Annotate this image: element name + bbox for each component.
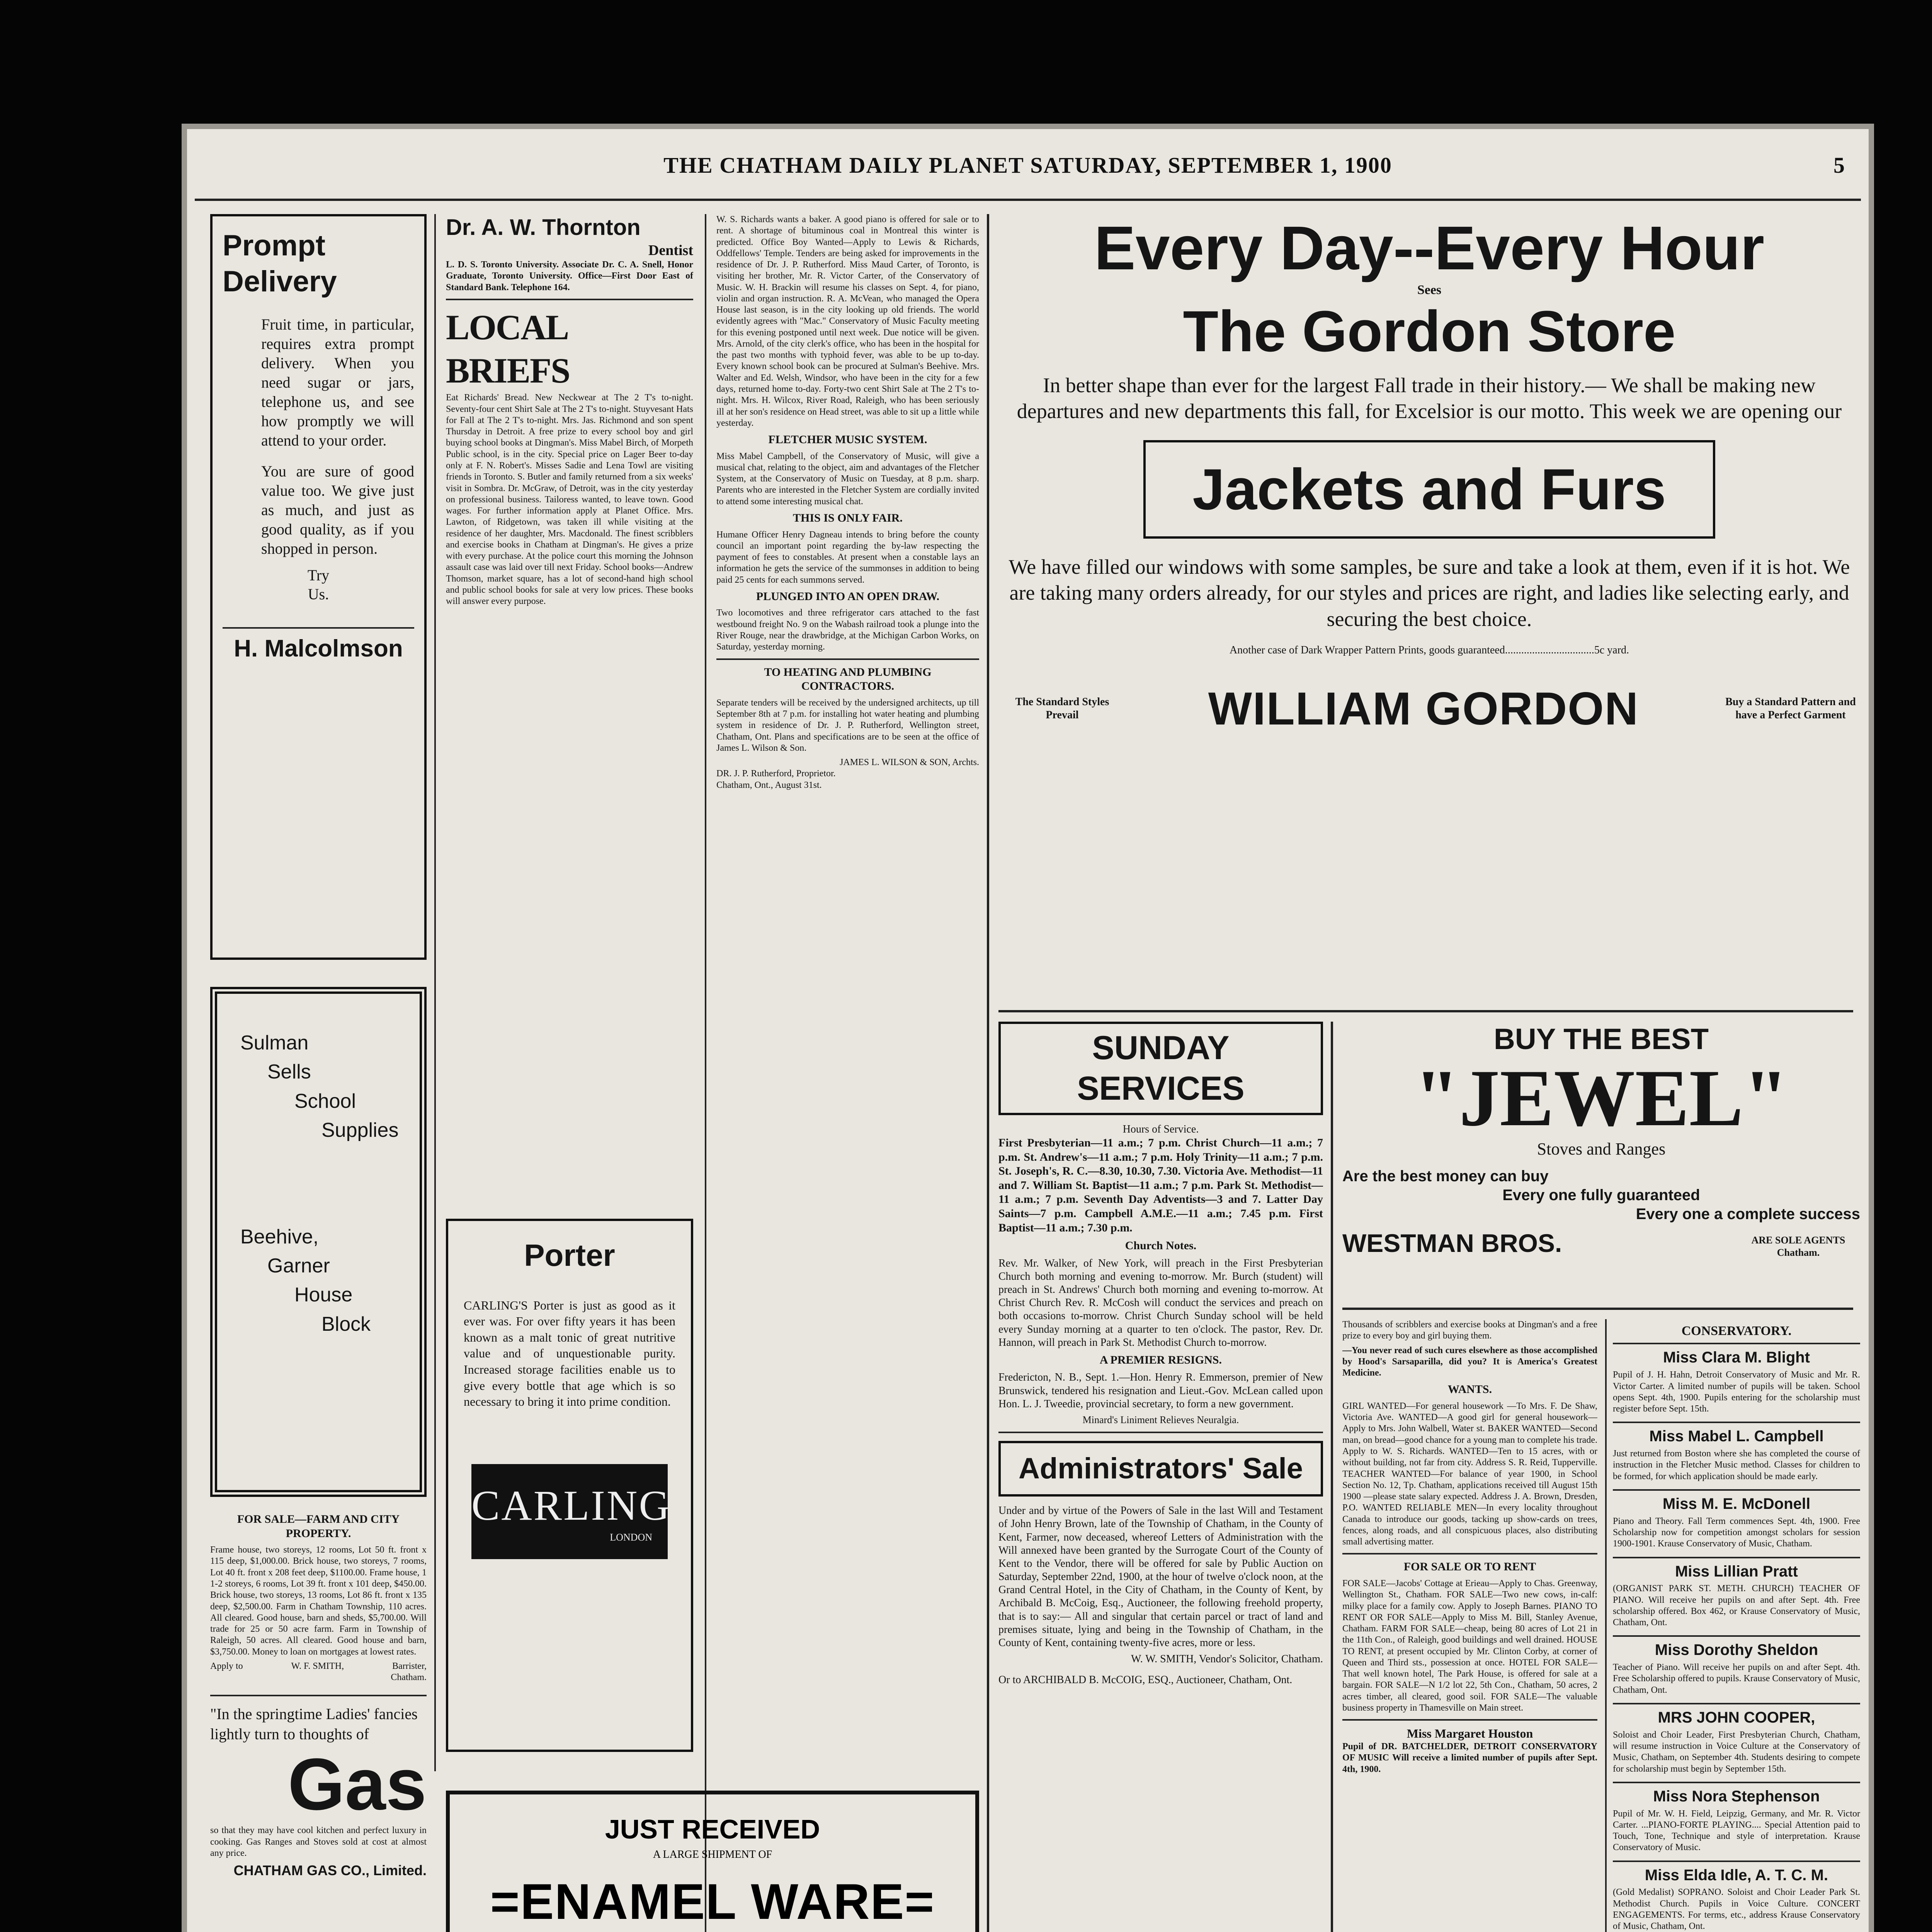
gordon-prints: Another case of Dark Wrapper Pattern Prints, goods guaranteed.................................5c yard.: [1229, 644, 1629, 656]
enamel-title: =ENAMEL WARE=: [490, 1873, 935, 1930]
conservatory-entry-body: (Gold Medalist) SOPRANO. Soloist and Choir Leader Park St. Methodist Church. Pupils in Voice Culture. CONCERT ENGAGEMENTS. For terms, etc., address Krause Conservatory of Music, Chatham, Ont.: [1613, 1887, 1860, 1932]
jackets-title: Jackets and Furs: [1192, 456, 1666, 522]
conservatory-entry-name: MRS JOHN COOPER,: [1658, 1709, 1815, 1726]
sulman-line-3: School: [294, 1090, 356, 1112]
dentist-role: Dentist: [648, 242, 693, 259]
sulman-line-4: Supplies: [321, 1119, 399, 1142]
conservatory-entry-name: Miss M. E. McDonell: [1662, 1495, 1811, 1512]
gordon-right-tag: Buy a Standard Pattern and have a Perfect Garment: [1725, 696, 1856, 721]
prompt-title: Prompt: [223, 229, 325, 262]
porter-title: Porter: [524, 1238, 615, 1272]
page-number: 5: [1833, 153, 1845, 178]
dentist-body: L. D. S. Toronto University. Associate Dr. C. A. Snell, Honor Graduate, Toronto University. Office—First Door East of Standard Bank. Telephone 164.: [446, 260, 693, 293]
prompt-body: Fruit time, in particular, requires extra prompt delivery. When you need sugar or jars, telephone us, and see how promptly we will attend to your order.: [261, 316, 414, 449]
tenders-sign: JAMES L. WILSON & SON, Archts.: [840, 757, 979, 768]
conservatory-entry-body: Pupil of J. H. Hahn, Detroit Conservatory of Music and Mr. R. Victor Carter. A limited number of pupils will be taken. School opens Sept. 4th, 1900. Pupils entering for the scholarship must register before Sept. 15th.: [1613, 1370, 1860, 1414]
porter-body: CARLING'S Porter is just as good as it ever was. For over fifty years it has been known as a malt tonic of great nutritive value and of unquestionable purity. Increased storage facilities enable us to give every bottle that age which is so necessary to bring it into prime condition.: [464, 1298, 675, 1409]
gordon-store-name: The Gordon Store: [1183, 299, 1676, 364]
conservatory-entry-body: Piano and Theory. Fall Term commences Sept. 4th, 1900. Free Scholarship now for competition amongst scholars for session 1900-1901. Krause Conservatory of Music, Chatham.: [1613, 1516, 1860, 1549]
sunday-notes: Rev. Mr. Walker, of New York, will preach in the First Presbyterian Church both morning and evening to-morrow. Mr. Burch (student) will preach in St. Andrews' Church both morning and evening to-morrow. At Christ Church Rev. R. McCosh will conduct the services and preach on both occasions to-morrow. Christ Church Sunday school will be held every Sunday morning at a quarter to ten o'clock. The pastor, Rev. Dr. Hannon, will preach in Park St. Methodist Church to-morrow.: [998, 1257, 1323, 1349]
dentist-name: Dr. A. W. Thornton: [446, 215, 641, 240]
masthead-rule: [195, 199, 1861, 201]
masthead-title: THE CHATHAM DAILY PLANET SATURDAY, SEPTEMBER 1, 1900: [663, 153, 1392, 178]
jewel-sub: Stoves and Ranges: [1537, 1139, 1666, 1158]
carling-brand: CARLING: [471, 1481, 671, 1529]
tenders-date: Chatham, Ont., August 31st.: [716, 780, 822, 790]
admin-sign: W. W. SMITH, Vendor's Solicitor, Chatham.: [1131, 1653, 1323, 1665]
forsale-apply: Apply to: [210, 1661, 243, 1671]
wants-ads: GIRL WANTED—For general housework —To Mrs. F. De Shaw, Victoria Ave. WANTED—A good girl for general housework—Apply to Mrs. John Walbell, Water st. BAKER WANTED—Second man, on bread—good chance for a young man to complete his trade. Apply to W. S. Richards. WANTED—Ten to 15 acres, with or without building, not far from city. Address S. R. Reid, Tupperville. TEACHER WANTED—For balance of year 1900, in School Section No. 12, Tp. Chatham, applications received till August 15th 1900 —please state salary expected. Address J. A. Brown, Dresden, P.O. WANTED RELIABLE MEN—In every locality throughout Canada to introduce our goods, tacking up show-cards on trees, fences, along roads, and all conspicuous places, also distributing small advertising matter.: [1342, 1401, 1597, 1547]
fletcher-body: Miss Mabel Campbell, of the Conservatory of Music, will give a musical chat, relating to the object, aim and advantages of the Fletcher System, at the Conservatory of Music on Tuesday, at 8 p.m. sharp. Parents who are interested in the Fletcher System are cordially invited to attend some interesting musical chat.: [716, 451, 979, 507]
enamel-ware-ad: [446, 1791, 979, 1932]
conservatory-entry: [1613, 1557, 1860, 1636]
jewel-buy: BUY THE BEST: [1493, 1023, 1709, 1056]
enamel-just: JUST RECEIVED: [605, 1814, 820, 1844]
tenders-body: Separate tenders will be received by the undersigned architects, up till September 8th at 7 p.m. for installing hot water heating and plumbing system in residence of Dr. J. P. Rutherford, Wellington street, Chatham, Ont. Plans and specifications are to be seen at the office of James L. Wilson & Son.: [716, 697, 979, 753]
conservatory-entry-body: Teacher of Piano. Will receive her pupils on and after Sept. 4th. Free Scholarship offered to pupils. Krause Conservatory of Music, Chatham, Ont.: [1613, 1662, 1860, 1695]
wants-title: WANTS.: [1447, 1383, 1492, 1396]
conservatory-column: [1613, 1319, 1860, 1932]
sunday-hours: Hours of Service.: [1122, 1123, 1199, 1135]
resign-body: Fredericton, N. B., Sept. 1.—Hon. Henry R. Emmerson, premier of New Brunswick, tendered his resignation and Lieut.-Gov. McLean called upon Hon. L. J. Tweedie, provincial secretary, to form a new government.: [998, 1371, 1323, 1410]
classified-intro: Thousands of scribblers and exercise books at Dingman's and a free prize to every boy and girl buying them.: [1342, 1320, 1597, 1341]
conservatory-list: [1613, 1343, 1860, 1932]
jewel-line-2: Every one fully guaranteed: [1502, 1187, 1700, 1204]
fletcher-title: FLETCHER MUSIC SYSTEM.: [768, 433, 927, 446]
jewel-line-1: Are the best money can buy: [1342, 1168, 1549, 1185]
sulman-line-7: House: [294, 1284, 353, 1306]
forrent-ads: FOR SALE—Jacobs' Cottage at Erieau—Apply to Chas. Greenway, Wellington St., Chatham. FOR SALE—Two new cows, in-calf: milky place for a family cow. Apply to Joseph Barnes. PIANO TO RENT OR FOR SALE—Apply to Miss M. Bill, Stanley Avenue, Chatham. FARM FOR SALE—cheap, being 80 acres of Lot 21 in the 11th Con., of Raleigh, good buildings and well drained. HOUSE TO RENT, at present occupied by Mr. Clinton Corby, at corner of Queen and Third sts., possession at once. HOTEL FOR SALE—That well known hotel, The Park House, is offered for sale at a bargain. FOR SALE—N 1/2 lot 22, 5th Con., Chatham, 50 acres, 2 acres timber, all cleared, good soil. FOR SALE—The valuable business property in Thamesville on Main street.: [1342, 1578, 1597, 1713]
sunday-title-box: [998, 1022, 1323, 1115]
malcolmson-signature: H. Malcolmson: [234, 635, 403, 662]
conservatory-entry-name: Miss Clara M. Blight: [1663, 1349, 1810, 1366]
conservatory-entry-body: (ORGANIST PARK ST. METH. CHURCH) TEACHER OF PIANO. Will receive her pupils on and after Sept. 4th. Free scholarship offered. Box 462, or Krause Conservatory of Music, Chatham, Ont.: [1613, 1583, 1860, 1628]
conservatory-entry: [1613, 1343, 1860, 1422]
admin-auctioneer: Or to ARCHIBALD B. McCOIG, ESQ., Auctioneer, Chatham, Ont.: [998, 1674, 1293, 1686]
carling-logo: [471, 1464, 671, 1559]
jackets-box: [1143, 440, 1715, 539]
gordon-left-tag: The Standard Styles Prevail: [1015, 696, 1109, 721]
enamel-large: A LARGE SHIPMENT OF: [653, 1849, 772, 1861]
us-text: Us.: [308, 585, 329, 603]
local-briefs-title: LOCAL BRIEFS: [446, 307, 570, 391]
gordon-sees: Sees: [1417, 283, 1442, 297]
forsale-city: Chatham.: [391, 1672, 427, 1683]
sunday-title: SUNDAY SERVICES: [1077, 1029, 1245, 1107]
conservatory-entry: [1613, 1703, 1860, 1782]
conservatory-entry-name: Miss Nora Stephenson: [1653, 1787, 1820, 1805]
conservatory-entry-body: Pupil of Mr. W. H. Field, Leipzig, Germany, and Mr. R. Victor Carter. ...PIANO-FORTE PLAYING.... Special Attention paid to Touch, Tone, Technique and style of interpretation. Krause Conservatory of Music.: [1613, 1808, 1860, 1853]
forsale-name: W. F. SMITH,: [291, 1661, 344, 1671]
conservatory-entry-body: Soloist and Choir Leader, First Presbyterian Church, Chatham, will resume instruction in Voice Culture at the Conservatory of Music, Chatham, on September 4th. Students desiring to compete for scholarship must begin by September 15th.: [1613, 1730, 1860, 1774]
conservatory-entry-name: Miss Dorothy Sheldon: [1655, 1641, 1818, 1659]
delivery-title: Delivery: [223, 265, 337, 298]
gas-company: CHATHAM GAS CO., Limited.: [233, 1862, 427, 1879]
tenders-title: TO HEATING AND PLUMBING CONTRACTORS.: [764, 665, 932, 693]
conservatory-entry-name: Miss Mabel L. Campbell: [1649, 1428, 1824, 1445]
gordon-body: We have filled our windows with some samples, be sure and take a look at them, even if it is hot. We are taking many orders already, for our styles and prices are right, and ladies like selecting early, and securing the best choice.: [1009, 555, 1850, 631]
masthead: [187, 152, 1869, 195]
conservatory-entry-name: Miss Elda Idle, A. T. C. M.: [1645, 1866, 1828, 1884]
conservatory-entry-body: Just returned from Boston where she has completed the course of instruction in the Fletcher Music method. Classes for children to be formed, for which application should be made early.: [1613, 1449, 1860, 1481]
conservatory-entry-name: Miss Lillian Pratt: [1675, 1563, 1798, 1580]
conservatory-entry: [1613, 1489, 1860, 1557]
plunged-body: Two locomotives and three refrigerator cars attached to the fast westbound freight No. 9 on the Wabash railroad took a plunge into the River Rouge, near the drawbridge, at the Michigan Carbon Works, on Saturday, yesterday morning.: [716, 608, 979, 652]
conservatory-entry: [1613, 1422, 1860, 1489]
houston-name: Miss Margaret Houston: [1406, 1726, 1533, 1741]
col3-briefs: W. S. Richards wants a baker. A good piano is offered for sale or to rent. A shortage of bituminous coal in Montreal this winter is predicted. Office Boy Wanted—Apply to Lewis & Richards, Oddfellows' Temple. Tenders are being asked for improvements in the residence of Dr. J. P. Rutherford. Miss Maud Carter, of Toronto, is visiting her brother, Mr. R. Victor Carter, of the Conservatory of Music. W. H. Brackin will resume his classes on Sept. 4, for piano, violin and organ instruction. R. A. McVean, who managed the Opera House last season, is in the city looking up old friends. The world evidently agrees with "Mac." Conservatory of Music Faculty meeting for this evening postponed until next week. Due notice will be given. Mrs. Arnold, of the city clerk's office, who has been in the hospital for the past two months with typhoid fever, was able to be up to-day. Every known school book can be procured at Sulman's Beehive. Mrs. Walter and Ed. Welsh, Windsor, who have been in the city for a few days, returned home to-day. Forty-two cent Shirt Sale at The 2 T's to-night. Mrs. H. Wilcox, River Road, Raleigh, who has been seriously ill at her son's residence on Head street, was able to sit up a little while yesterday.: [716, 214, 979, 428]
sulman-line-8: Block: [321, 1313, 371, 1335]
admin-title: Administrators' Sale: [1018, 1452, 1303, 1485]
jewel-agent: WESTMAN BROS.: [1342, 1228, 1562, 1257]
sunday-notes-title: Church Notes.: [1125, 1239, 1197, 1252]
admin-title-box: [998, 1441, 1323, 1497]
plunged-title: PLUNGED INTO AN OPEN DRAW.: [756, 590, 940, 603]
conservatory-entry: [1613, 1782, 1860, 1861]
forsale-title-2: Barrister,: [392, 1661, 427, 1671]
resign-title: A PREMIER RESIGNS.: [1100, 1353, 1222, 1366]
sunday-column: [998, 1022, 1323, 1932]
fair-title: THIS IS ONLY FAIR.: [793, 511, 903, 524]
newspaper-page: [182, 124, 1874, 1932]
sulman-line-1: Sulman: [240, 1032, 309, 1054]
jewel-name: "JEWEL": [1414, 1053, 1789, 1143]
local-briefs-body: Eat Richards' Bread. New Neckwear at The 2 T's to-night. Seventy-four cent Shirt Sale at The 2 T's to-night. Stuyvesant Hats for Fall at The 2 T's to-night. Mrs. Jas. Richmond and son spent Thursday in Detroit. A free prize to every school boy and girl buying school books at Dingman's. Miss Mabel Birch, of Morpeth Public school, is in the city. Special price on Lager Beer to-day only at F. N. Robert's. Misses Sadie and Lena Towl are visiting friends in Toronto. S. Butler and family returned from a six weeks' visit in Sombra. Dr. McGraw, of Detroit, was in the city yesterday on professional business. Tailoress wanted, to leave town. Good wages. For further information apply at Planet Office. Mrs. Lawton, of Ridgetown, was taken ill while visiting at the residence of her daughter, Mrs. Macdonald. The finest scribblers and exercise books in Chatham at Dingman's. He gives a prize with every purchase. At the police court this morning the Johnson assault case was laid over till next Friday. School books—Andrew Thomson, market square, has a lot of second-hand high school and public school books for sale at very low prices. These books will answer every purpose.: [446, 393, 693, 607]
try-text: Try: [307, 566, 330, 584]
classifieds-column: [1342, 1319, 1597, 1932]
gordon-name: WILLIAM GORDON: [1208, 682, 1639, 735]
forrent-title: FOR SALE OR TO RENT: [1403, 1560, 1536, 1573]
tenders-client: DR. J. P. Rutherford, Proprietor.: [716, 769, 836, 779]
malcolmson-ad: [210, 214, 427, 960]
conservatory-entry: [1613, 1635, 1860, 1703]
jewel-ad: [1342, 1022, 1860, 1300]
liniment-text: Minard's Liniment Relieves Neuralgia.: [1082, 1414, 1239, 1425]
fair-body: Humane Officer Henry Dagneau intends to bring before the county council an important point regarding the by-law respecting the payment of fees to constables. At present when a constable lays an information he gets the service of the summonses in addition to being paid 25 cents for each summons served.: [716, 529, 979, 585]
gas-intro: "In the springtime Ladies' fancies lightly turn to thoughts of: [210, 1705, 418, 1743]
forsale-title: FOR SALE—FARM AND CITY PROPERTY.: [237, 1513, 400, 1540]
admin-body: Under and by virtue of the Powers of Sale in the last Will and Testament of John Henry Brown, late of the Township of Chatham, in the County of Kent, Farmer, now deceased, whereof Letters of Administration with the Will annexed have been granted by the Surrogate Court of the County of Kent to the Vendor, there will be offered for sale by Public Auction on Saturday, September 22nd, 1900, at the hour of twelve o'clock noon, at the Grand Central Hotel, in the City of Chatham, in the County of Kent, by Archibald B. McCoig, Esq., Auctioneer, the following freehold property, that is to say:— All and singular that certain parcel or tract of land and premises situate, lying and being in the Township of Chatham, in the County of Kent, containing twenty-five acres, more or less.: [998, 1505, 1323, 1649]
houston-line: Pupil of DR. BATCHELDER, DETROIT CONSERVATORY OF MUSIC Will receive a limited number of pupils after Sept. 4th, 1900.: [1342, 1742, 1597, 1774]
conservatory-entry: [1613, 1861, 1860, 1932]
jewel-line-3: Every one a complete success: [1636, 1205, 1860, 1223]
column-2: [446, 214, 693, 1771]
jewel-agent-note: ARE SOLE AGENTS Chatham.: [1751, 1234, 1845, 1258]
gas-body: so that they may have cool kitchen and perfect luxury in cooking. Gas Ranges and Stoves sold at cost at almost any price.: [210, 1825, 427, 1858]
gas-big: Gas: [287, 1743, 427, 1826]
porter-ad: [446, 1219, 693, 1752]
column-1: [210, 214, 427, 1932]
sulman-line-6: Garner: [267, 1254, 330, 1277]
sulman-ad: [210, 987, 427, 1497]
gordon-store-ad: [998, 214, 1860, 991]
prompt-body-2: You are sure of good value too. We give just as much, and just as good quality, as if you shopped in person.: [261, 463, 414, 558]
classified-hood: —You never read of such cures elsewhere as those accomplished by Hood's Sarsaparilla, did you? It is America's Greatest Medicine.: [1342, 1345, 1597, 1378]
sulman-line-2: Sells: [267, 1061, 311, 1083]
sulman-line-5: Beehive,: [240, 1225, 319, 1248]
carling-city: LONDON: [610, 1531, 652, 1543]
sunday-list: First Presbyterian—11 a.m.; 7 p.m. Christ Church—11 a.m.; 7 p.m. St. Andrew's—11 a.m.; 7 p.m. Holy Trinity—11 a.m.; 7 p.m. St. Joseph's, R. C.—8.30, 10.30, 7.30. Victoria Ave. Methodist—11 and 7. William St. Baptist—11 a.m.; 7 p.m. Park St. Methodist—11 a.m.; 7 p.m. Seventh Day Adventists—3 and 7. Latter Day Saints—7 p.m. Campbell A.M.E.—11 a.m.; 7.45 p.m. First Baptist—11 a.m.; 7.30 p.m.: [998, 1136, 1323, 1234]
gordon-headline: Every Day--Every Hour: [1094, 214, 1765, 282]
forsale-body: Frame house, two storeys, 12 rooms, Lot 50 ft. front x 115 deep, $1,000.00. Brick house, two storeys, 7 rooms, Lot 40 ft. front x 208 feet deep, $1100.00. Frame house, 1 1-2 storeys, 6 rooms, Lot 39 ft. front x 101 deep, $450.00. Brick house, two storeys, 13 rooms, Lot 86 ft. front x 135 deep, $2,500.00. Farm in Chatham Township, 110 acres. All cleared. Good house, barn and sheds, $5,700.00. Will trade for 25 or 50 acre farm. Farm in Township of Raleigh, 50 acres. All cleared. Good house and barn, $3,750.00. Money to loan on mortgages at lowest rates.: [210, 1545, 427, 1657]
conservatory-head: CONSERVATORY.: [1681, 1324, 1792, 1338]
gordon-intro: In better shape than ever for the largest Fall trade in their history.— We shall be making new departures and new departments this fall, for Excelsior is our motto. This week we are opening our: [1017, 373, 1842, 423]
column-3: [716, 214, 979, 1932]
